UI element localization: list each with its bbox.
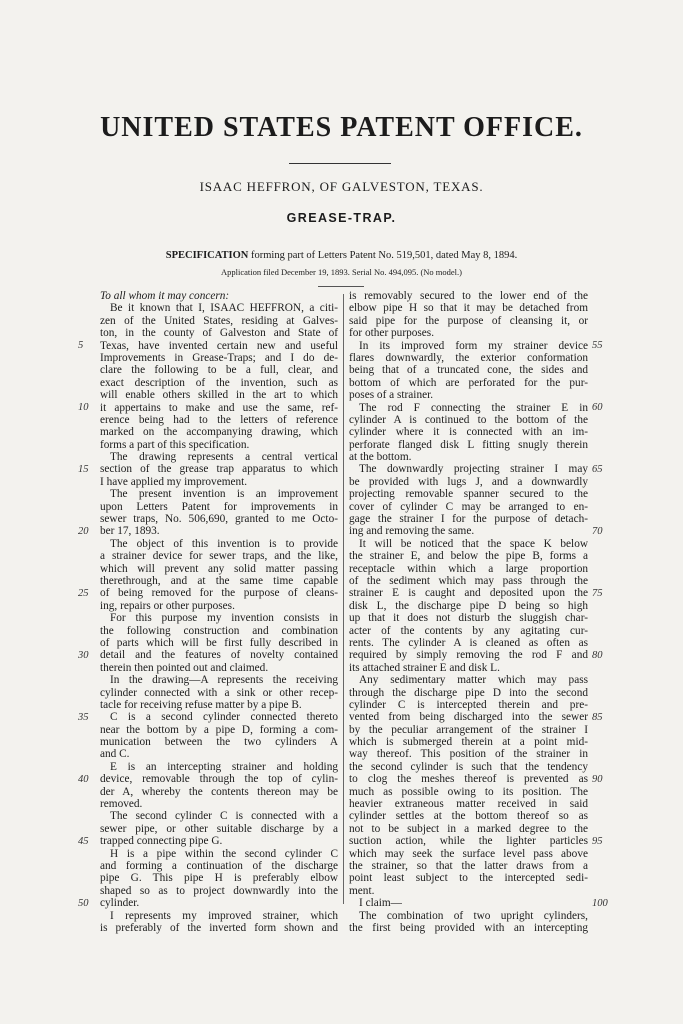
- text-line: will enable others skilled in the art to which: [100, 389, 338, 402]
- line-number: 80: [592, 649, 603, 661]
- text-line: acter of the contents by any agitating cur-: [349, 624, 588, 637]
- text-line: munication between the two cylinders A: [100, 736, 338, 749]
- line-number: 55: [592, 339, 603, 351]
- text-line: is preferably of the inverted form shown and: [100, 921, 338, 934]
- text-line: cylinder settles at the bottom thereof so as: [349, 810, 588, 823]
- text-line: strainer E is caught and deposited upon the: [349, 587, 588, 600]
- text-line: ber 17, 1893.: [100, 525, 160, 538]
- text-line: zen of the United States, residing at Galves-: [100, 314, 338, 327]
- text-line: the second cylinder is such that the tendency: [349, 760, 588, 773]
- text-line: vented from being discharged into the sewer: [349, 711, 588, 724]
- text-line: It will be noticed that the space K below: [359, 537, 588, 550]
- text-line: ing and removing the same.: [349, 525, 475, 538]
- text-line: The rod F connecting the strainer E in: [359, 401, 588, 414]
- text-line: device, removable through the top of cylin-: [100, 773, 338, 786]
- text-line: The present invention is an improvement: [110, 488, 338, 501]
- line-number: 60: [592, 401, 603, 413]
- text-line: Be it known that I, ISAAC HEFFRON, a citi-: [110, 302, 338, 315]
- application-line: Application filed December 19, 1893. Serial No. 494,095. (No model.): [220, 267, 462, 277]
- text-line: forms a part of this specification.: [100, 438, 250, 451]
- text-line: by the peculiar arrangement of the strainer I: [349, 723, 588, 736]
- text-line: The object of this invention is to provide: [110, 537, 338, 550]
- spec-prefix: SPECIFICATION: [165, 250, 249, 261]
- text-line: In its improved form my strainer device: [359, 339, 588, 352]
- text-line: H is a pipe within the second cylinder C: [110, 847, 338, 860]
- office-title: UNITED STATES PATENT OFFICE.: [100, 112, 583, 143]
- text-line: ton, in the county of Galveston and State of: [100, 327, 338, 340]
- text-line: der A, whereby the contents thereon may be: [100, 785, 338, 798]
- text-line: up that it does not disturb the sluggish char-: [349, 612, 588, 625]
- text-line: which is submerged therein at a point mid-: [349, 736, 588, 749]
- text-line: E is an intercepting strainer and holding: [110, 760, 338, 773]
- spec-rest: forming part of Letters Patent No. 519,501, dated May 8, 1894.: [251, 250, 518, 261]
- header-rule: [318, 286, 364, 287]
- text-line: said pipe for the purpose of cleansing it, or: [349, 314, 588, 327]
- text-line: of being removed for the purpose of cleans-: [100, 587, 338, 600]
- text-line: cylinder C is intercepted therein and pre-: [349, 698, 588, 711]
- text-line: to clog the meshes thereof is prevented as: [349, 773, 588, 786]
- text-line: the strainer, so that the latter draws from a: [349, 859, 588, 872]
- text-line: erence being had to the letters of reference: [100, 413, 338, 426]
- title-rule: [289, 163, 391, 164]
- text-line: and C.: [100, 748, 130, 761]
- text-line: it appertains to make and use the same, ref-: [100, 401, 338, 414]
- text-line: I claim—: [359, 897, 402, 910]
- line-number: 10: [78, 401, 89, 413]
- text-line: be provided with lugs J, and a downwardly: [349, 475, 588, 488]
- text-line: perforate flanged disk L fitting snugly therein: [349, 438, 588, 451]
- text-line: ing, repairs or other purposes.: [100, 599, 235, 612]
- text-line: Improvements in Grease-Traps; and I do de-: [100, 351, 338, 364]
- text-line: I have applied my improvement.: [100, 475, 248, 488]
- text-line: cylinder A is continued to the bottom of the: [349, 413, 588, 426]
- line-number: 95: [592, 835, 603, 847]
- line-number: 85: [592, 711, 603, 723]
- text-line: near the bottom by a pipe D, forming a com-: [100, 723, 338, 736]
- text-line: For this purpose my invention consists in: [110, 612, 338, 625]
- text-line: suction action, while the lighter particles: [349, 835, 588, 848]
- line-number: 15: [78, 463, 89, 475]
- text-line: C is a second cylinder connected thereto: [110, 711, 338, 724]
- line-number: 30: [78, 649, 89, 661]
- text-line: section of the grease trap apparatus to which: [100, 463, 338, 476]
- text-line: which may seek the surface level pass above: [349, 847, 588, 860]
- text-line: cylinder.: [100, 897, 140, 910]
- text-line: gage the strainer I for the purpose of detach-: [349, 513, 588, 526]
- text-line: Texas, have invented certain new and useful: [100, 339, 338, 352]
- text-line: bottom of which are perforated for the pur-: [349, 376, 588, 389]
- text-line: detail and the features of novelty contained: [100, 649, 338, 662]
- text-line: at the bottom.: [349, 451, 412, 464]
- text-line: of the sediment which may pass through the: [349, 574, 588, 587]
- column-divider: [343, 294, 344, 904]
- specification-line: [0, 250, 683, 261]
- invention-title: GREASE-TRAP.: [286, 211, 397, 225]
- right-column: [349, 290, 588, 934]
- line-number: 50: [78, 897, 89, 909]
- text-line: Any sedimentary matter which may pass: [359, 674, 588, 687]
- text-line: and forming a continuation of the discharge: [100, 859, 338, 872]
- text-line: of parts which will be first fully described in: [100, 636, 338, 649]
- text-line: upon Letters Patent for improvements in: [100, 500, 338, 513]
- text-line: therein then pointed out and claimed.: [100, 661, 269, 674]
- line-number: 5: [78, 339, 84, 351]
- text-line: not to be subject in a marked degree to the: [349, 822, 588, 835]
- text-line: way thereof. This position of the strainer in: [349, 748, 588, 761]
- text-line: is removably secured to the lower end of the: [349, 290, 588, 302]
- text-line: being that of a truncated cone, the sides and: [349, 364, 588, 377]
- text-line: cylinder connected with a sink or other recep-: [100, 686, 338, 699]
- text-line: the following construction and combination: [100, 624, 338, 637]
- left-column: [100, 290, 338, 934]
- text-line: cover of cylinder C may be arranged to en-: [349, 500, 588, 513]
- line-number: 25: [78, 587, 89, 599]
- text-line: required by simply removing the rod F and: [349, 649, 588, 662]
- text-line: the first being provided with an intercepting: [349, 921, 588, 934]
- text-line: The combination of two upright cylinders,: [359, 909, 588, 922]
- text-line: the strainer E, and below the pipe B, forms a: [349, 550, 588, 563]
- text-line: flares downwardly, the exterior conformation: [349, 351, 588, 364]
- text-line: projecting removable spanner secured to the: [349, 488, 588, 501]
- text-line: I represents my improved strainer, which: [110, 909, 338, 922]
- text-line: elbow pipe H so that it may be detached from: [349, 302, 588, 315]
- text-line: removed.: [100, 798, 143, 811]
- text-line: receptacle within which a large proportion: [349, 562, 588, 575]
- text-line: sewer pipe, or other suitable discharge by a: [100, 822, 338, 835]
- text-line: therethrough, and at the same time capable: [100, 574, 338, 587]
- text-line: its attached strainer E and disk L.: [349, 661, 500, 674]
- text-line: The drawing represents a central vertical: [110, 451, 338, 464]
- text-line: for other purposes.: [349, 327, 435, 340]
- text-line: shaped so as to project downwardly into the: [100, 884, 338, 897]
- line-number: 75: [592, 587, 603, 599]
- inventor-line: ISAAC HEFFRON, OF GALVESTON, TEXAS.: [199, 179, 484, 194]
- text-line: To all whom it may concern:: [100, 290, 230, 302]
- text-line: clare the following to be a full, clear, and: [100, 364, 338, 377]
- text-line: trapped connecting pipe G.: [100, 835, 223, 848]
- text-line: cylinder where it is connected with an im-: [349, 426, 588, 439]
- text-line: pipe G. This pipe H is preferably elbow: [100, 872, 338, 885]
- text-line: heavier extraneous matter received in said: [349, 798, 588, 811]
- line-number: 45: [78, 835, 89, 847]
- text-line: The second cylinder C is connected with a: [110, 810, 338, 823]
- text-line: rents. The cylinder A is cleaned as often as: [349, 636, 588, 649]
- text-line: ment.: [349, 884, 375, 897]
- text-line: tacle for receiving refuse matter by a pipe B.: [100, 698, 302, 711]
- text-line: sewer traps, No. 506,690, granted to me Octo-: [100, 513, 338, 526]
- text-line: disk L, the discharge pipe D being so high: [349, 599, 588, 612]
- text-line: much as possible owing to its position. The: [349, 785, 588, 798]
- text-line: which will prevent any solid matter passing: [100, 562, 338, 575]
- text-line: In the drawing—A represents the receiving: [110, 674, 338, 687]
- line-number: 20: [78, 525, 89, 537]
- line-number: 70: [592, 525, 603, 537]
- line-number: 90: [592, 773, 603, 785]
- text-line: point least subject to the intercepted sedi-: [349, 872, 588, 885]
- text-line: poses of a strainer.: [349, 389, 434, 402]
- text-line: a strainer device for sewer traps, and the like,: [100, 550, 338, 563]
- text-line: marked on the accompanying drawing, which: [100, 426, 338, 439]
- text-line: The downwardly projecting strainer I may: [359, 463, 588, 476]
- text-line: exact description of the invention, such as: [100, 376, 338, 389]
- line-number: 100: [592, 897, 608, 909]
- line-number: 65: [592, 463, 603, 475]
- line-number: 35: [78, 711, 89, 723]
- text-line: through the discharge pipe D into the second: [349, 686, 588, 699]
- line-number: 40: [78, 773, 89, 785]
